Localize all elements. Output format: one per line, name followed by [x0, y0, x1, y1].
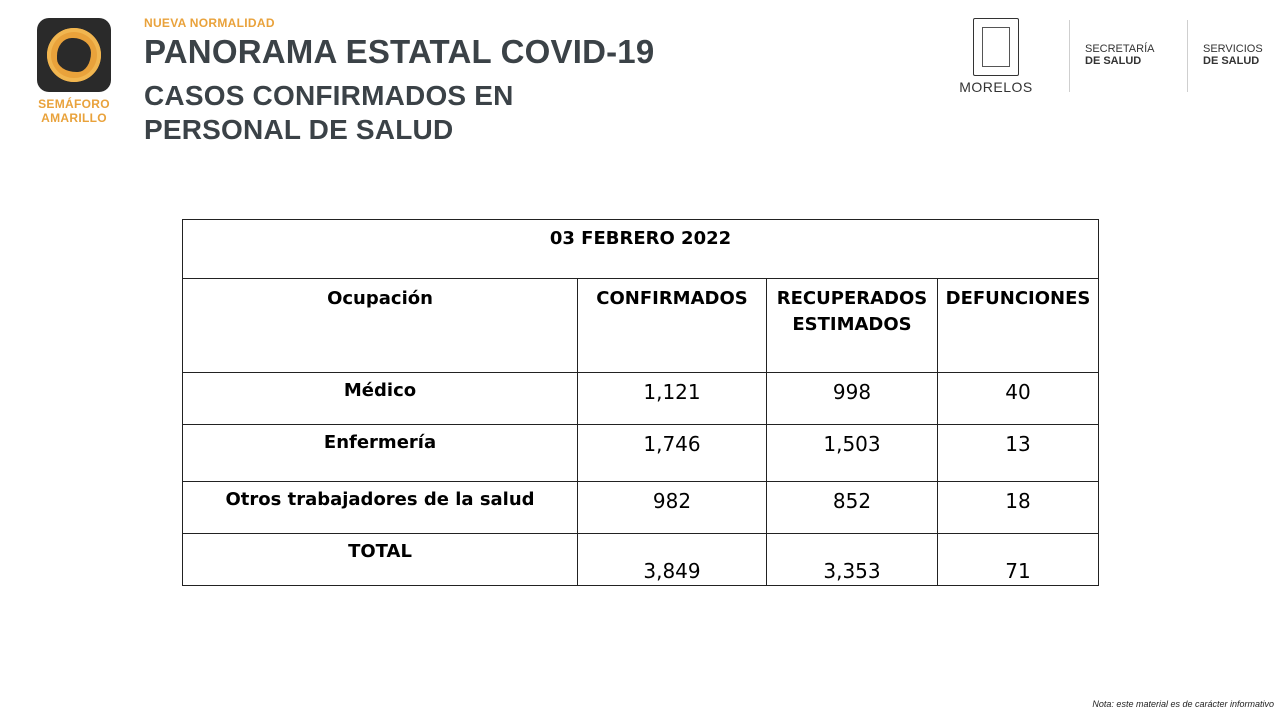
- table-row: [183, 482, 1099, 534]
- table-row: [183, 373, 1099, 425]
- semaforo-icon: [37, 18, 111, 92]
- cell-recuperados: 852: [767, 482, 938, 534]
- morelos-logo: MORELOS: [958, 18, 1034, 95]
- cell-total-recuperados: 3,353: [767, 534, 938, 586]
- cell-confirmados: 982: [578, 482, 767, 534]
- cell-defunciones: 13: [938, 425, 1099, 482]
- morelos-seal-icon: [973, 18, 1019, 76]
- cell-ocupacion: Otros trabajadores de la salud: [183, 482, 578, 534]
- cell-ocupacion: Médico: [183, 373, 578, 425]
- servicios-salud-logo: SERVICIOS DE SALUD: [1203, 43, 1263, 67]
- cell-confirmados: 1,121: [578, 373, 767, 425]
- table-date: 03 FEBRERO 2022: [183, 220, 1099, 279]
- header-recuperados: RECUPERADOS ESTIMADOS: [767, 279, 938, 373]
- cell-total-label: TOTAL: [183, 534, 578, 586]
- cell-recuperados: 998: [767, 373, 938, 425]
- header-confirmados: CONFIRMADOS: [578, 279, 767, 373]
- logo-divider: [1069, 20, 1070, 92]
- page-subtitle: CASOS CONFIRMADOS EN PERSONAL DE SALUD: [144, 80, 514, 145]
- covid-table: [182, 219, 1099, 586]
- page-header: [144, 16, 654, 147]
- page-title: PANORAMA ESTATAL COVID-19: [144, 33, 655, 70]
- cell-total-defunciones: 71: [938, 534, 1099, 586]
- table-row: [183, 425, 1099, 482]
- secretaria-salud-logo: SECRETARÍA DE SALUD: [1085, 43, 1155, 67]
- header-ocupacion: Ocupación: [183, 279, 578, 373]
- table-total-row: [183, 534, 1099, 586]
- semaforo-badge: [32, 18, 116, 125]
- footnote: Nota: este material es de carácter informativo: [1092, 699, 1274, 709]
- cell-ocupacion: Enfermería: [183, 425, 578, 482]
- logo-divider: [1187, 20, 1188, 92]
- cell-confirmados: 1,746: [578, 425, 767, 482]
- cell-defunciones: 40: [938, 373, 1099, 425]
- kicker-text: NUEVA NORMALIDAD: [144, 16, 275, 30]
- cell-defunciones: 18: [938, 482, 1099, 534]
- cell-recuperados: 1,503: [767, 425, 938, 482]
- semaforo-label: SEMÁFORO AMARILLO: [38, 97, 110, 125]
- cell-total-confirmados: 3,849: [578, 534, 767, 586]
- header-defunciones: DEFUNCIONES: [938, 279, 1099, 373]
